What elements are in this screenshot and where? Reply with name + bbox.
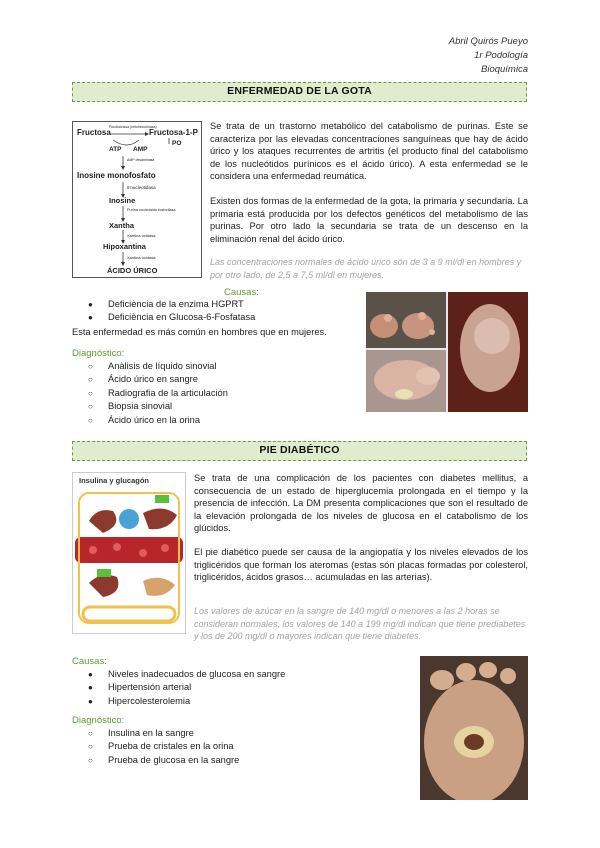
diagram-xantha: Xantha	[109, 221, 135, 230]
list-item: ○ Biopsia sinovial	[88, 401, 173, 412]
gout-hand-photo	[366, 292, 446, 348]
diagram-uric-acid: ÁCIDO ÚRICO	[107, 266, 158, 275]
diagram-enzyme-fructocinasa: Fructocinasa (cetohexocinasa)	[109, 125, 157, 129]
insulin-diagram-graphic	[73, 473, 185, 633]
foot-shape	[448, 292, 528, 412]
diagram-hipoxantina: Hipoxantina	[103, 242, 146, 251]
gota-forms-paragraph: Existen dos formas de la enfermedad de la gota, la primaria y secundaria. La primaria está producida por los defectos genéticos del metabolismo de las purinas. Por otro lado la secundaria se trata de un descenso en la eliminación renal del ácido úrico.	[210, 196, 528, 244]
list-item: ● Hipercolesterolemia	[88, 695, 191, 706]
diabetic-foot-photo	[420, 656, 528, 800]
diagram-po4: PO	[172, 140, 182, 147]
diagram-inosine: Inosine	[109, 196, 136, 205]
list-item: ○ Insulina en la sangre	[88, 728, 194, 738]
diagram-oxidase-1: Xantina oxidasa	[127, 233, 156, 238]
list-item: ○ Prueba de glucosa en la sangre	[88, 754, 240, 765]
gota-causes-heading: Causas:	[224, 287, 259, 298]
diagram-amp-deaminase: AMP desaminasa	[127, 158, 155, 162]
gota-intro-paragraph: Se trata de un trastorno metabólico del catabolismo de purinas. Este se caracteriza por las elevadas concentraciones sanguíneas que hay de ácido úrico y los ataques recurrentes de artritis (el producto final del catabolismo de los nucleótidos purínicos es el ácido úrico). A esta enfermedad se le considera una enfermedad reumática.	[210, 121, 528, 182]
pie-causes-list	[72, 668, 352, 708]
author-name: Abril Quirós Pueyo	[448, 36, 528, 47]
pie-values-note: Los valores de azúcar en la sangre de 140 mg/dl o menores a las 2 horas se consideran normales, los valores de 140 a 199 mg/dl indican que tiene prediabetes y los de 200 mg/dl o mayores indican que tiene diabetes.	[194, 606, 526, 642]
toe-shape	[366, 350, 446, 412]
list-item: ○ Prueba de cristales en la orina	[88, 741, 234, 752]
gota-diagnostics-heading: Diagnóstico:	[72, 348, 125, 359]
diagram-nucleotidase: 5'nucleotidasa	[127, 185, 156, 190]
list-item: ● Deficiència en Glucosa-6-Fosfatasa	[88, 312, 256, 323]
subject-name: Bioquímica	[481, 64, 528, 75]
course-name: 1r Podología	[474, 50, 528, 61]
diagram-phosphorylase: Purina nucleósido fosforilasa	[127, 208, 176, 212]
insulin-glucagon-diagram	[72, 472, 186, 634]
pie-cause-paragraph: El pie diabético puede ser causa de la angiopatía y los niveles elevados de los triglicéridos que forman los ateromas (estas són placas formadas por colesterol, triglicéridos, ácidos grasos… acumuladas en las arterias).	[194, 547, 528, 583]
list-item: ○ Radiografia de la articulación	[88, 387, 228, 398]
pie-intro-paragraph: Se trata de una complicación de los pacientes con diabetes mellitus, a consecuencia de un estado de hiperglucemia prolongada en el tiempo y la presencia de infección. La DM presenta complicaciones que son el resultado de la elevación prolongada de los niveles de glucosa en el catabolismo de los glúcidos.	[194, 473, 528, 534]
list-item: ○ Anàlisis de líquido sinovial	[88, 361, 217, 371]
diagram-inosine-mp: Inosine monofosfato	[77, 171, 156, 180]
pie-causes-heading: Causas:	[72, 656, 107, 667]
pie-diagnostics-heading: Diagnóstico:	[72, 715, 125, 726]
gota-causes-extra: Esta enfermedad es más común en hombres que en mujeres.	[72, 327, 327, 337]
foot-ulcer-shape	[420, 656, 528, 800]
section-title-gota: ENFERMEDAD DE LA GOTA	[72, 82, 527, 102]
gota-values-note: Las concentraciones normales de ácido úrico són de 3 a 9 ml/dl en hombres y por otro lado, de 2,5 a 7,5 ml/dl en mujeres.	[210, 257, 522, 280]
list-item: ● Niveles inadecuados de glucosa en sangre	[88, 669, 286, 679]
list-item: ○ Ácido úrico en la orina	[88, 414, 200, 425]
list-item: ○ Ácido úrico en sangre	[88, 374, 198, 385]
diagram-oxidase-2: Xantina oxidasa	[127, 255, 156, 260]
list-item: ● Deficiència de la enzima HGPRT	[88, 299, 244, 309]
gout-foot-photo	[448, 292, 528, 412]
diagram-title: Insulina y glucagón	[79, 476, 150, 485]
diagram-fructose: Fructosa	[77, 128, 111, 137]
diagram-atp: ATP	[109, 146, 122, 153]
hand-shape	[366, 292, 446, 348]
uric-acid-pathway-diagram	[72, 121, 202, 278]
gota-diagnostics-list	[72, 360, 322, 427]
gout-photos	[366, 292, 528, 412]
gout-toe-photo	[366, 350, 446, 412]
diagram-fructose-p: Fructosa-1-P	[149, 128, 198, 137]
gota-causes-list	[72, 298, 342, 325]
pie-diagnostics-list	[72, 727, 352, 767]
section-title-pie: PIE DIABÉTICO	[72, 441, 527, 461]
list-item: ● Hipertensión arterial	[88, 682, 192, 693]
diagram-amp: AMP	[133, 146, 148, 153]
